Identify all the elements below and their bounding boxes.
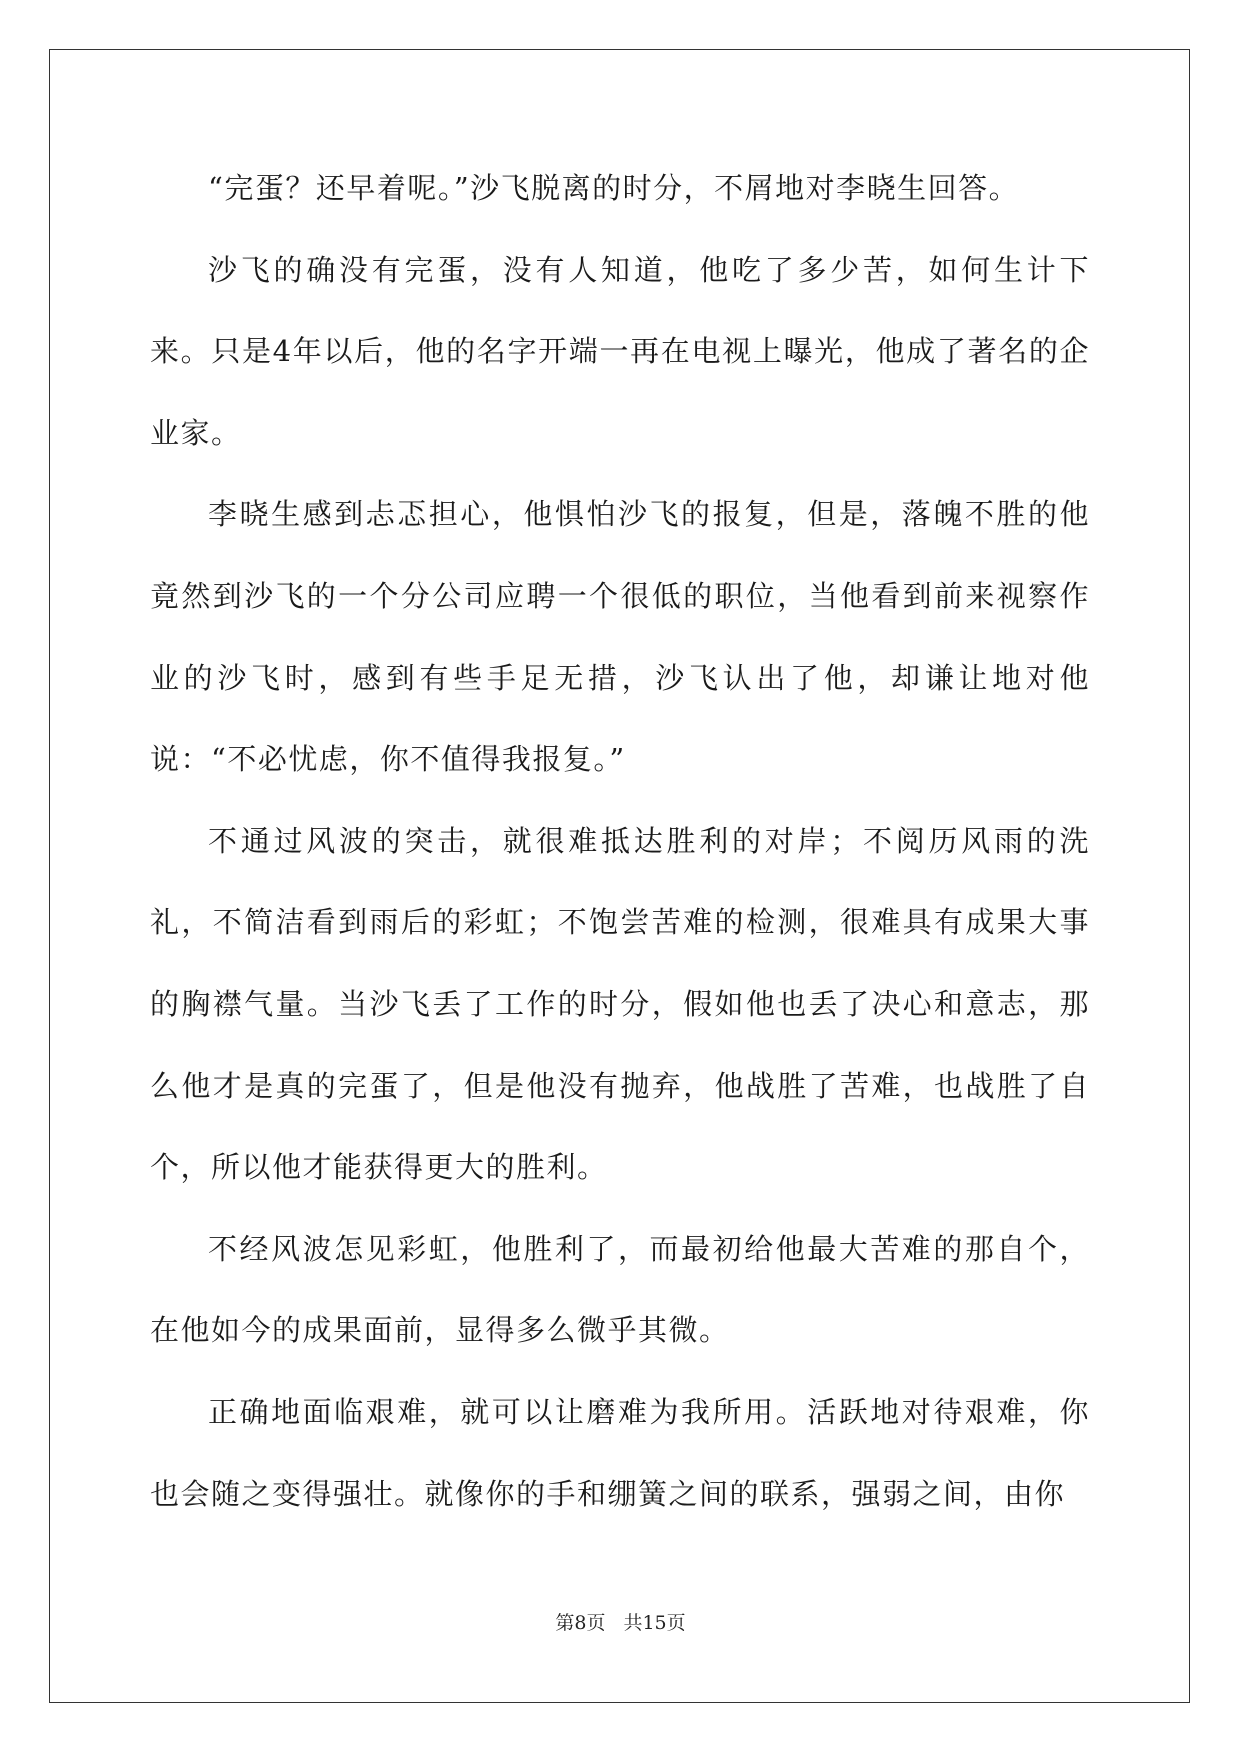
paragraph: 沙飞的确没有完蛋，没有人知道，他吃了多少苦，如何生计下来。只是4年以后，他的名字开端一再在电视上曝光，他成了著名的企业家。 [150,252,1090,450]
paragraph: “完蛋？还早着呢。”沙飞脱离的时分，不屑地对李晓生回答。 [208,171,1020,205]
paragraph: 不通过风波的突击，就很难抵达胜利的对岸；不阅历风雨的洗礼，不简洁看到雨后的彩虹；不饱尝苦难的检测，很难具有成果大事的胸襟气量。当沙飞丢了工作的时分，假如他也丢了决心和意志，那么他才是真的完蛋了，但是他没有抛弃，他战胜了苦难，也战胜了自个，所以他才能获得更大的胜利。 [150,823,1090,1185]
paragraph: 不经风波怎见彩虹，他胜利了，而最初给他最大苦难的那自个，在他如今的成果面前，显得多么微乎其微。 [150,1231,1090,1348]
paragraph: 李晓生感到忐忑担心，他惧怕沙飞的报复，但是，落魄不胜的他竟然到沙飞的一个分公司应聘一个很低的职位，当他看到前来视察作业的沙飞时，感到有些手足无措，沙飞认出了他，却谦让地对他说：“不必忧虑，你不值得我报复。” [150,497,1090,777]
page-total: 共15页 [623,1612,686,1634]
paragraph: 正确地面临艰难，就可以让磨难为我所用。活跃地对待艰难，你也会随之变得强壮。就像你的手和绷簧之间的联系，强弱之间，由你 [150,1394,1090,1511]
page-footer [0,1608,1241,1635]
page-number: 第8页 [555,1612,606,1634]
document-body [150,148,1090,1535]
